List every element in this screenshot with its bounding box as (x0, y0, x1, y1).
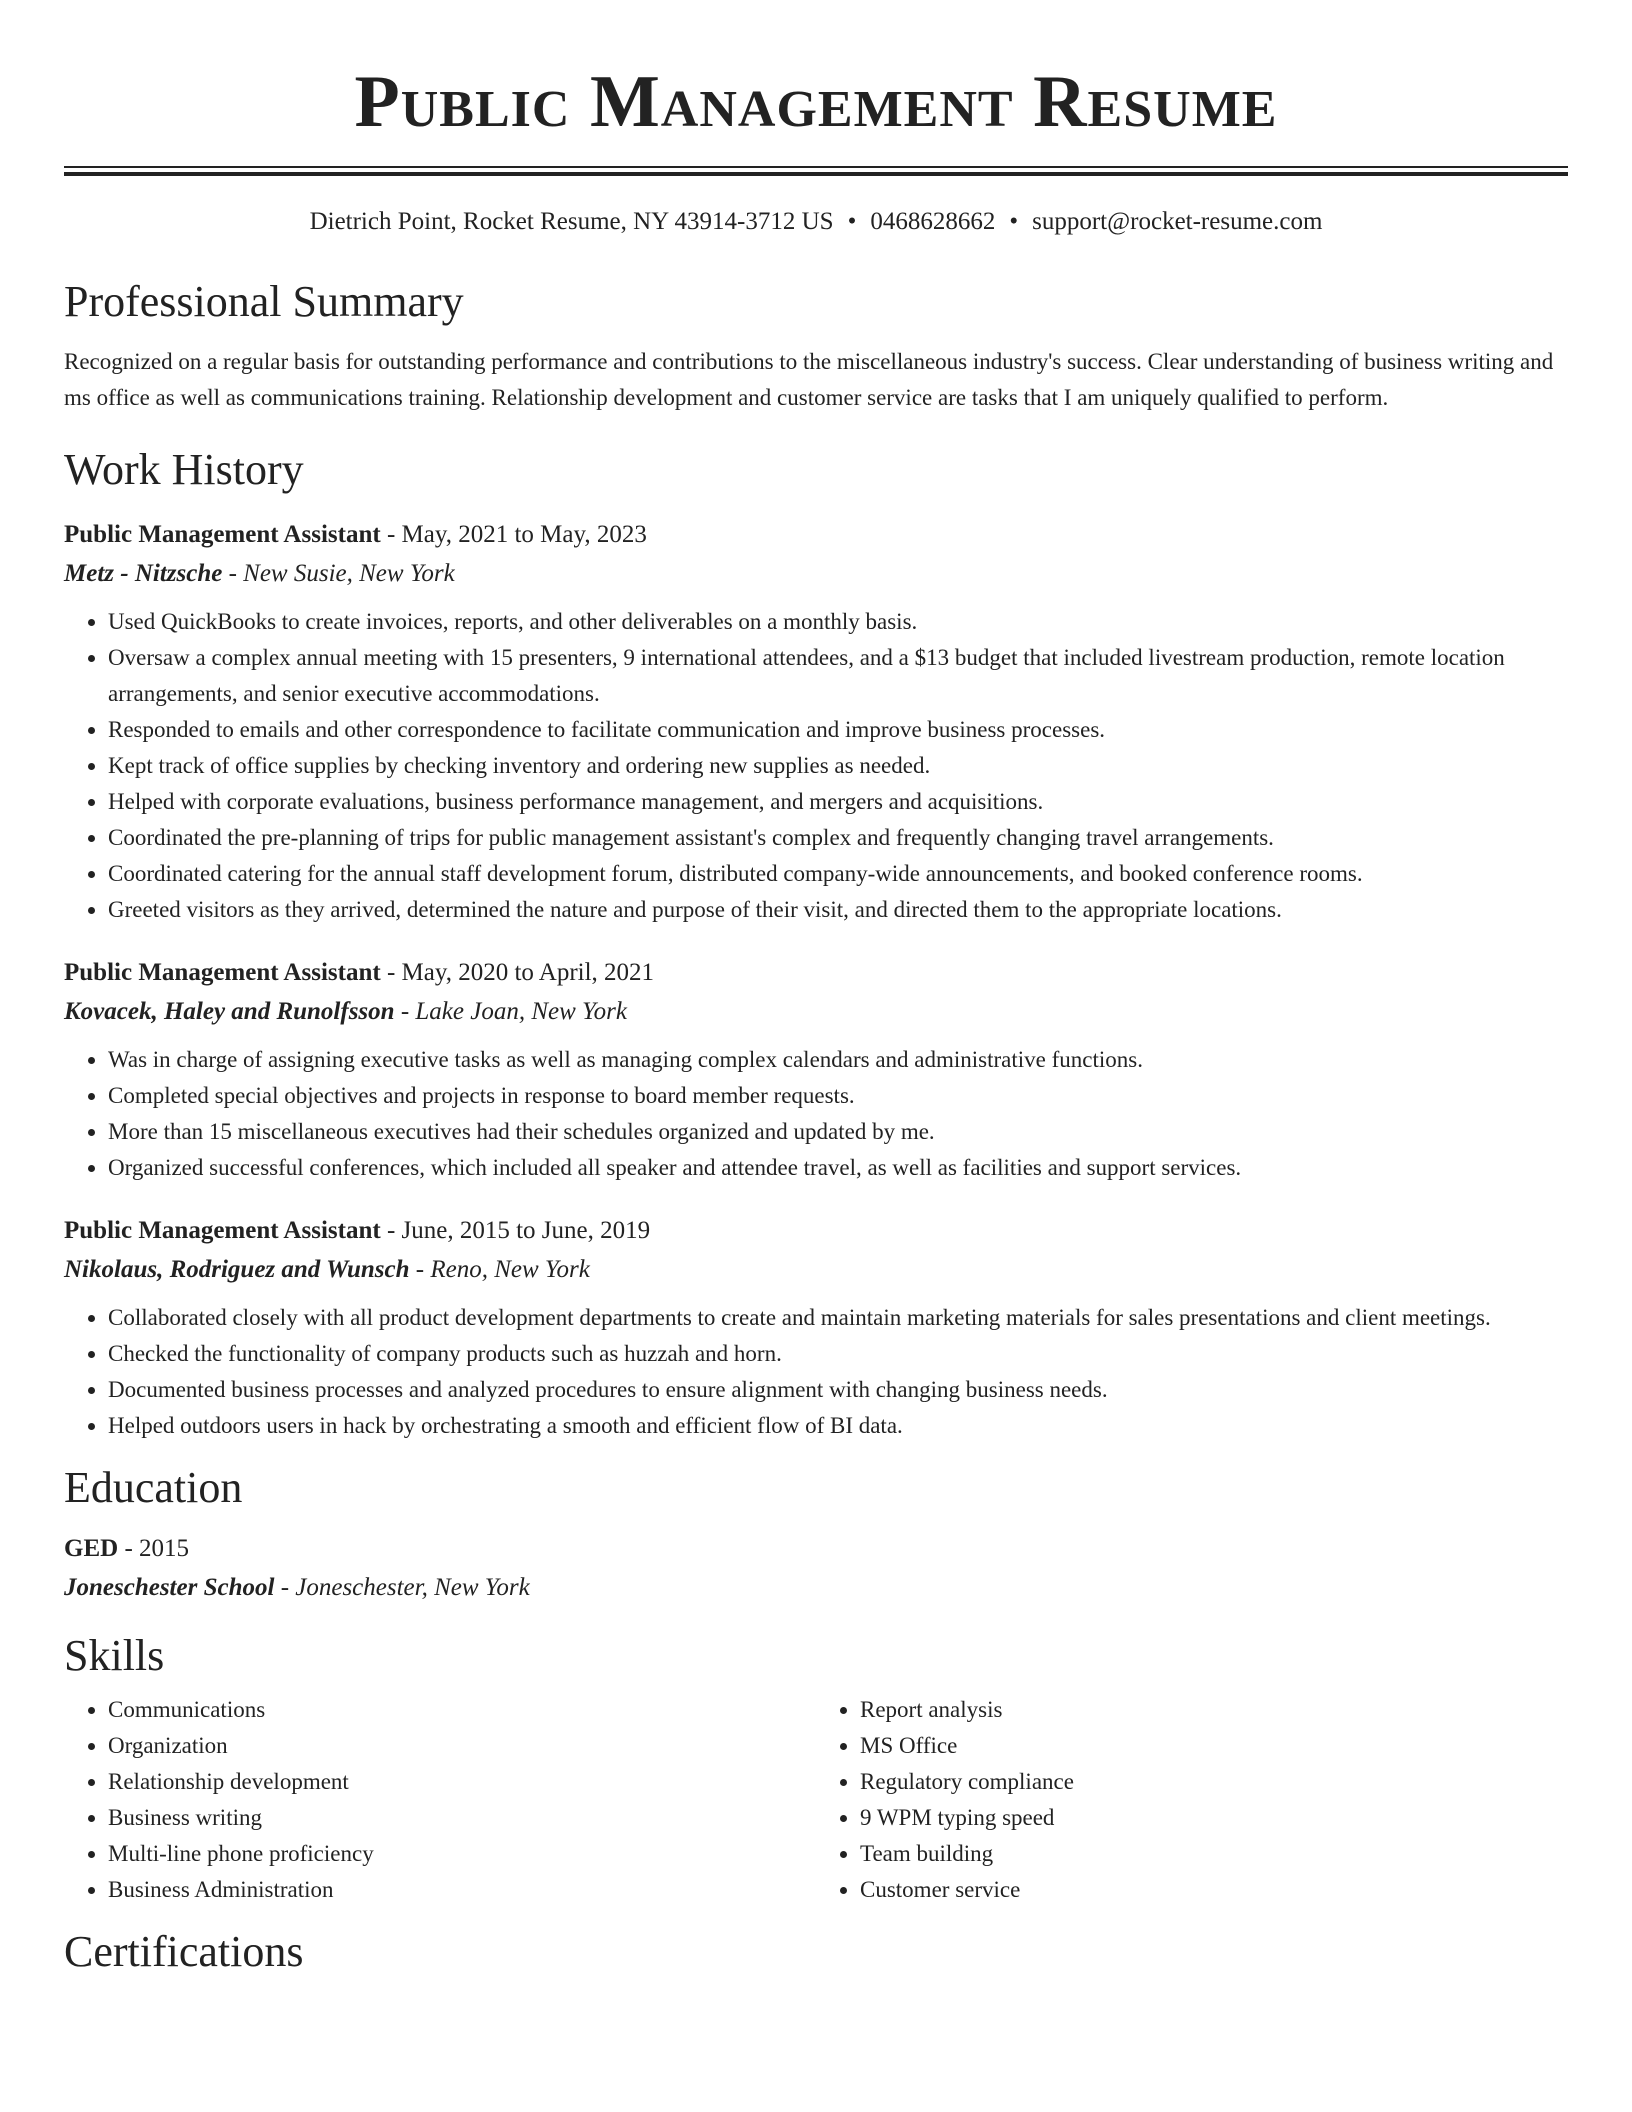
job-entry (64, 954, 1568, 1186)
skill-item: • Report analysis (860, 1692, 1568, 1728)
education-heading: Education (64, 1463, 243, 1512)
divider-line-thick (64, 172, 1568, 176)
job-dates: - May, 2020 to April, 2021 (380, 959, 655, 986)
job-bullet: • Oversaw a complex annual meeting with 15 presenters, 9 international attendees, and a $13 budget that included livestream production, remote location arrangements, and senior executive accommodations. (108, 640, 1568, 712)
job-title-line (64, 954, 1568, 992)
job-bullet: • Helped outdoors users in hack by orchestrating a smooth and efficient flow of BI data. (108, 1408, 1568, 1444)
job-location: - New Susie, New York (222, 560, 455, 587)
job-entry (64, 516, 1568, 928)
skills-column-right (816, 1692, 1568, 1908)
job-bullet: • Checked the functionality of company products such as huzzah and horn. (108, 1336, 1568, 1372)
job-title: Public Management Assistant (64, 521, 381, 548)
resume-page (64, 0, 1568, 1978)
summary-text: Recognized on a regular basis for outstanding performance and contributions to the miscellaneous industry's success. Clear understanding of business writing and ms office as well as communications training. Relationship development and customer service are tasks that I am uniquely qualified to perform. (64, 349, 1554, 410)
job-bullet: • Completed special objectives and projects in response to board member requests. (108, 1078, 1568, 1114)
job-dates: - June, 2015 to June, 2019 (380, 1217, 651, 1244)
skills-heading: Skills (64, 1631, 165, 1680)
job-company-line (64, 554, 1568, 594)
skill-item: • Communications (108, 1692, 816, 1728)
summary-heading: Professional Summary (64, 277, 464, 326)
skill-item: • Customer service (860, 1872, 1568, 1908)
education-school-line (64, 1568, 1568, 1608)
contact-phone: 0468628662 (870, 208, 996, 235)
education-school: Joneschester School (64, 1574, 275, 1601)
skill-item: • Team building (860, 1836, 1568, 1872)
job-bullet: • Responded to emails and other correspondence to facilitate communication and improve business processes. (108, 712, 1568, 748)
contact-separator: • (847, 208, 857, 235)
job-dates: - May, 2021 to May, 2023 (380, 521, 647, 548)
job-company-line (64, 992, 1568, 1032)
job-entry (64, 1212, 1568, 1444)
skill-item: • Regulatory compliance (860, 1764, 1568, 1800)
skills-column-left (64, 1692, 816, 1908)
job-bullet: • Collaborated closely with all product development departments to create and maintain marketing materials for sales presentations and client meetings. (108, 1300, 1568, 1336)
job-company: Metz - Nitzsche (64, 560, 223, 587)
job-bullets (64, 1042, 1568, 1186)
job-company: Kovacek, Haley and Runolfsson (64, 998, 395, 1025)
job-location: - Lake Joan, New York (394, 998, 627, 1025)
contact-address: Dietrich Point, Rocket Resume, NY 43914-3712 US (309, 208, 834, 235)
contact-line (64, 206, 1568, 238)
skill-item: • Business Administration (108, 1872, 816, 1908)
skill-item: • Organization (108, 1728, 816, 1764)
job-company-line (64, 1250, 1568, 1290)
job-company: Nikolaus, Rodriguez and Wunsch (64, 1256, 410, 1283)
education-year: - 2015 (118, 1535, 190, 1562)
education-location: - Joneschester, New York (274, 1574, 530, 1601)
divider-line-thin (64, 166, 1568, 168)
skill-item: • 9 WPM typing speed (860, 1800, 1568, 1836)
job-title: Public Management Assistant (64, 959, 381, 986)
skill-item: • Multi-line phone proficiency (108, 1836, 816, 1872)
job-bullet: • Organized successful conferences, which included all speaker and attendee travel, as well as facilities and support services. (108, 1150, 1568, 1186)
work-history-heading: Work History (64, 445, 304, 494)
job-bullet: • Coordinated catering for the annual staff development forum, distributed company-wide announcements, and booked conference rooms. (108, 856, 1568, 892)
job-bullets (64, 604, 1568, 928)
skill-item: • Relationship development (108, 1764, 816, 1800)
contact-separator: • (1009, 208, 1019, 235)
job-location: - Reno, New York (409, 1256, 590, 1283)
education-entry (64, 1530, 1568, 1608)
job-title-line (64, 516, 1568, 554)
job-bullet: • Helped with corporate evaluations, business performance management, and mergers and acquisitions. (108, 784, 1568, 820)
skill-item: • Business writing (108, 1800, 816, 1836)
job-bullet: • Coordinated the pre-planning of trips for public management assistant's complex and frequently changing travel arrangements. (108, 820, 1568, 856)
skills-grid (64, 1692, 1568, 1908)
job-bullet: • Was in charge of assigning executive tasks as well as managing complex calendars and administrative functions. (108, 1042, 1568, 1078)
education-degree: GED (64, 1535, 119, 1562)
job-bullets (64, 1300, 1568, 1444)
job-bullet: • Used QuickBooks to create invoices, reports, and other deliverables on a monthly basis. (108, 604, 1568, 640)
skill-item: • MS Office (860, 1728, 1568, 1764)
contact-email: support@rocket-resume.com (1032, 208, 1323, 235)
job-bullet: • Greeted visitors as they arrived, determined the nature and purpose of their visit, and directed them to the appropriate locations. (108, 892, 1568, 928)
title-divider (64, 166, 1568, 176)
education-degree-line (64, 1530, 1568, 1568)
job-bullet: • More than 15 miscellaneous executives had their schedules organized and updated by me. (108, 1114, 1568, 1150)
certifications-heading: Certifications (64, 1927, 304, 1976)
job-title: Public Management Assistant (64, 1217, 381, 1244)
resume-title: Public Management Resume (354, 61, 1278, 143)
job-bullet: • Documented business processes and analyzed procedures to ensure alignment with changing business needs. (108, 1372, 1568, 1408)
job-bullet: • Kept track of office supplies by checking inventory and ordering new supplies as needed. (108, 748, 1568, 784)
job-title-line (64, 1212, 1568, 1250)
